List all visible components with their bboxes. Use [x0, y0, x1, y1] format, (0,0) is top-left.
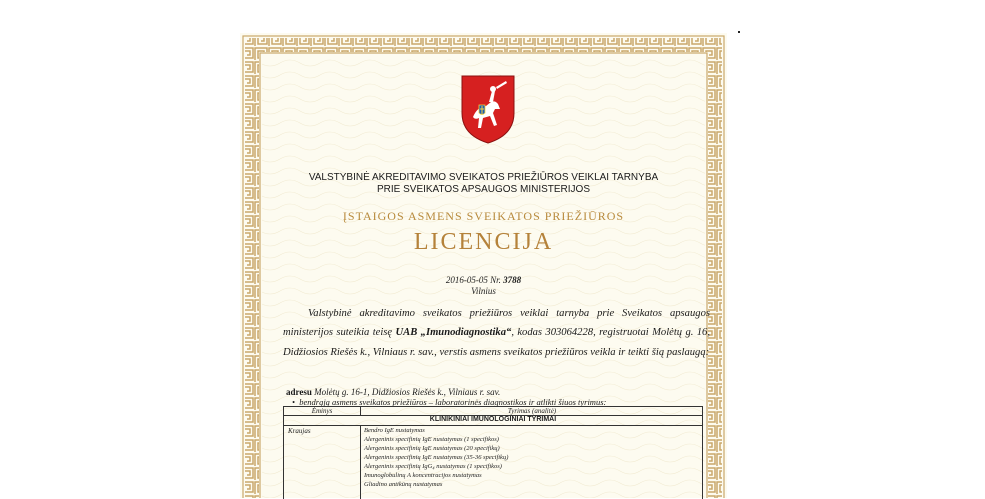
- table-row: Bendro IgE nustatymas: [364, 427, 425, 434]
- service-bullet-text: bendrąją asmens sveikatos priežiūros – laboratorinės diagnostikos ir atlikti šiuos tyrimus:: [299, 397, 607, 407]
- address-value: Molėtų g. 16-1, Didžiosios Riešės k., Vilniaus r. sav.: [314, 387, 501, 397]
- license-number: 3788: [503, 275, 522, 285]
- service-address: [286, 387, 500, 397]
- table-row: Alergeninis specifinių IgG₄ nustatymas (1 specifikos): [364, 463, 502, 470]
- body-text-part2: , kodas 303064228, registruotai Molėtų g. 16, Didžiosios Riešės k., Vilniaus r. sav., verstis asmens sveikatos priežiūros veikla ir teikti šią paslaugą:: [283, 327, 710, 358]
- sample-type: Kraujas: [288, 427, 311, 435]
- issuer-line-1: VALSTYBINĖ AKREDITAVIMO SVEIKATOS PRIEŽIŪROS VEIKLAI TARNYBA: [308, 172, 659, 183]
- tests-table: [283, 406, 703, 499]
- col-sample-header: Ėminys: [311, 407, 333, 415]
- table-row: Alergeninis specifinių IgE nustatymas (35-36 specifikų): [364, 454, 509, 461]
- address-label: adresu: [286, 387, 312, 397]
- service-bullet: • bendrąją asmens sveikatos priežiūros – laboratorinės diagnostikos ir atlikti šiuos tyrimus:: [292, 397, 607, 407]
- issuer-line-2: PRIE SVEIKATOS APSAUGOS MINISTERIJOS: [376, 184, 591, 195]
- document-title: LICENCIJA: [413, 229, 554, 255]
- lithuanian-coat-of-arms: [459, 73, 517, 145]
- license-certificate: [240, 33, 727, 498]
- body-text-part1: Valstybinė akreditavimo sveikatos priežiūros veiklai tarnyba prie Sveikatos apsaugos ministerijos suteikia teisę: [283, 308, 710, 339]
- table-row: Alergeninis specifinių IgE nustatymas (1 specifikos): [364, 436, 499, 443]
- table-column-divider: [360, 426, 361, 499]
- issue-city: Vilnius: [471, 286, 496, 296]
- stray-mark: [738, 31, 740, 33]
- license-body-text: [283, 304, 710, 362]
- nr-label: Nr.: [490, 275, 501, 285]
- document-subtitle: ĮSTAIGOS ASMENS SVEIKATOS PRIEŽIŪROS: [342, 209, 625, 223]
- company-name: UAB „Imunodiagnostika“: [395, 327, 512, 339]
- issue-date: 2016-05-05: [445, 275, 488, 285]
- table-row: Alergeninis specifinių IgE nustatymas (20 specifikų): [364, 445, 500, 452]
- table-row: Imunoglobulinų A koncentracijos nustatymas: [364, 472, 482, 479]
- date-number-line: [240, 275, 727, 285]
- col-test-header: Tyrimas (analitė): [360, 407, 703, 415]
- table-row: Gliadino antikūnų nustatymas: [364, 481, 443, 488]
- table-header: [284, 407, 702, 416]
- table-section-title: KLINIKINIAI IMUNOLOGINIAI TYRIMAI: [284, 416, 702, 426]
